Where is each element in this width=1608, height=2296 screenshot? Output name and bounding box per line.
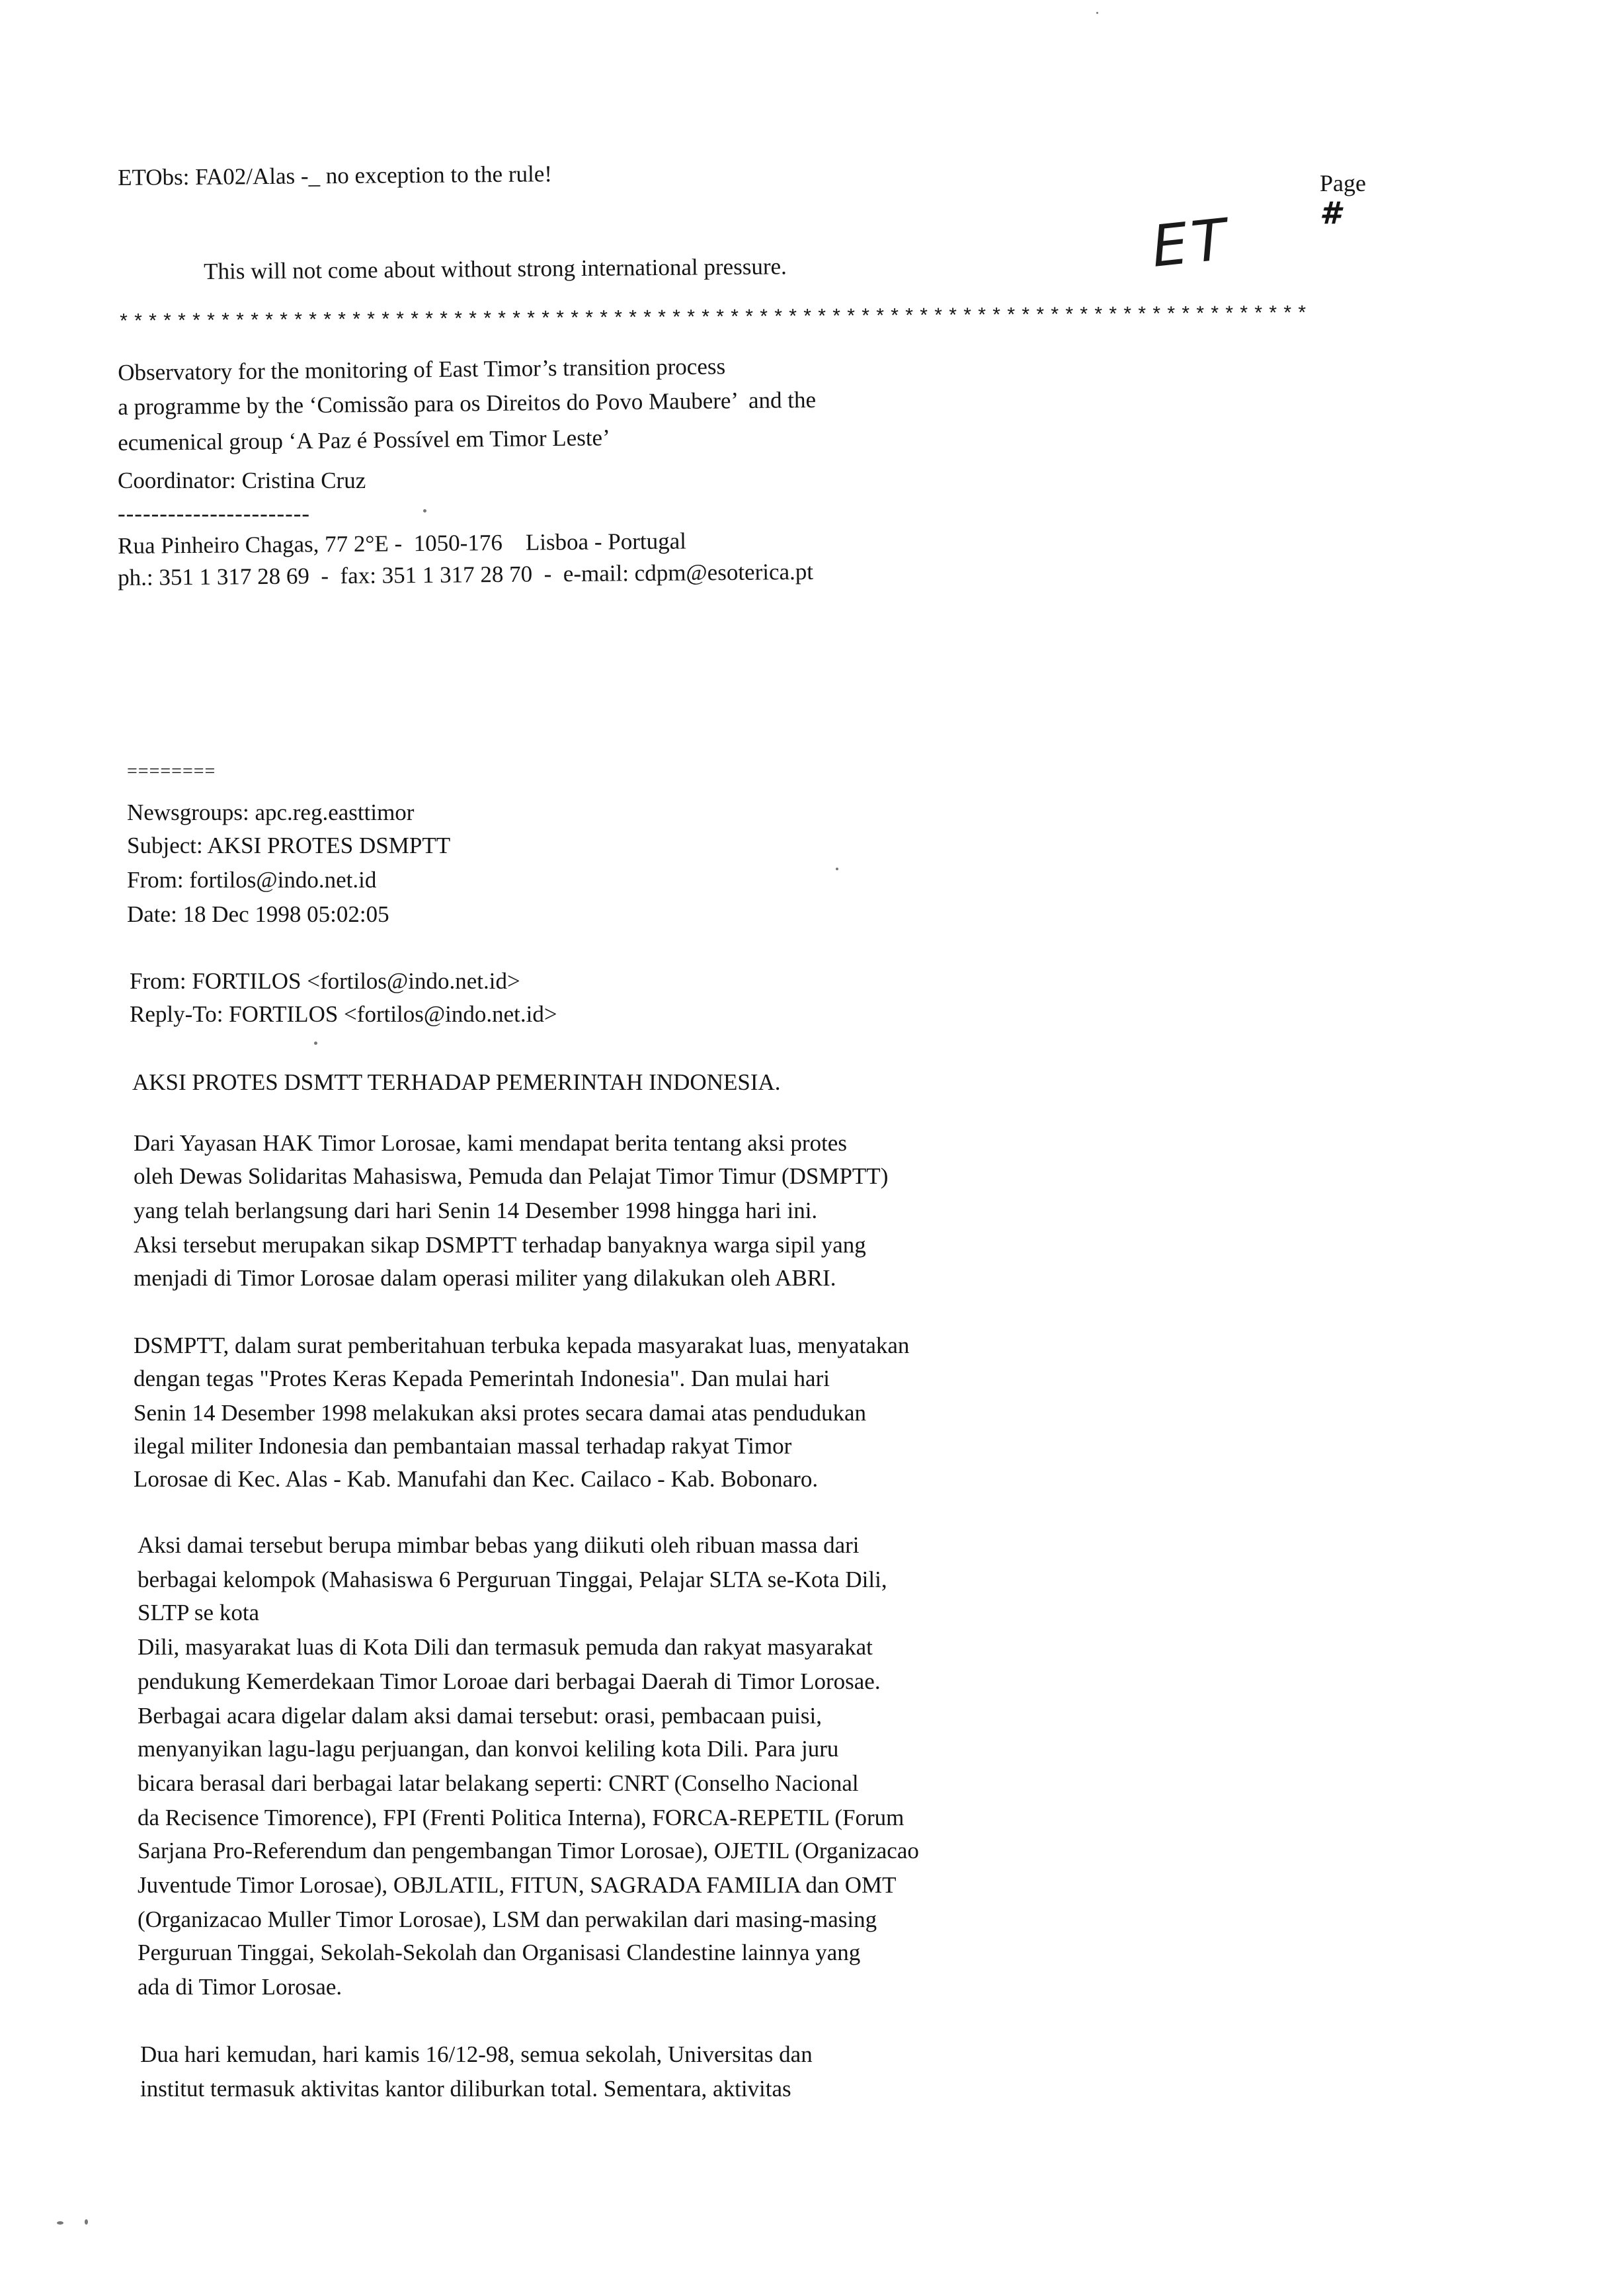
- pressure-statement: This will not come about without strong international pressure.: [203, 253, 787, 284]
- page-label: [1296, 144, 1366, 256]
- observatory-line-2: a programme by the ‘Comissão para os Direitos do Povo Maubere’ and the: [117, 386, 817, 420]
- paragraph-1-line-3: yang telah berlangsung dari hari Senin 14 Desember 1998 hingga hari ini.: [134, 1198, 818, 1223]
- star-separator: **********************************************************************************: [118, 304, 1311, 335]
- observatory-line-3: ecumenical group ‘A Paz é Possível em Timor Leste’: [117, 425, 610, 456]
- page-number-mark: #: [1320, 195, 1342, 231]
- paragraph-3-line-2: berbagai kelompok (Mahasiswa 6 Perguruan Tinggai, Pelajar SLTA se-Kota Dili,: [138, 1567, 887, 1592]
- paragraph-2-line-3: Senin 14 Desember 1998 melakukan aksi protes secara damai atas pendudukan: [134, 1400, 866, 1426]
- paragraph-4-line-1: Dua hari kemudan, hari kamis 16/12-98, semua sekolah, Universitas dan: [140, 2041, 813, 2067]
- paragraph-3-line-1: Aksi damai tersebut berupa mimbar bebas yang diikuti oleh ribuan massa dari: [138, 1532, 860, 1558]
- paragraph-1-line-4: Aksi tersebut merupakan sikap DSMPTT terhadap banyaknya warga sipil yang: [134, 1232, 866, 1258]
- paragraph-1-line-1: Dari Yayasan HAK Timor Lorosae, kami mendapat berita tentang aksi protes: [134, 1130, 847, 1156]
- document-title: ETObs: FA02/Alas -_ no exception to the rule!: [117, 161, 553, 190]
- paragraph-2-line-4: ilegal militer Indonesia dan pembantaian massal terhadap rakyat Timor: [134, 1433, 792, 1459]
- paragraph-2-line-1: DSMPTT, dalam surat pemberitahuan terbuka kepada masyarakat luas, menyatakan: [134, 1332, 910, 1358]
- paragraph-3-line-11: Juventude Timor Lorosae), OBJLATIL, FITUN, SAGRADA FAMILIA dan OMT: [138, 1872, 897, 1898]
- dash-separator: -----------------------: [118, 501, 311, 526]
- email-headline: AKSI PROTES DSMTT TERHADAP PEMERINTAH INDONESIA.: [132, 1069, 781, 1095]
- paragraph-3-line-12: (Organizacao Muller Timor Lorosae), LSM dan perwakilan dari masing-masing: [138, 1906, 877, 1932]
- address-line: Rua Pinheiro Chagas, 77 2°E - 1050-176 Lisboa - Portugal: [117, 528, 687, 559]
- paragraph-3-line-6: Berbagai acara digelar dalam aksi damai tersebut: orasi, pembacaan puisi,: [138, 1703, 822, 1729]
- email-header-subject: Subject: AKSI PROTES DSMPTT: [127, 833, 451, 858]
- paragraph-4-line-2: institut termasuk aktivitas kantor diliburkan total. Sementara, aktivitas: [140, 2076, 791, 2102]
- email-header-from: From: fortilos@indo.net.id: [127, 867, 377, 893]
- email-header-date: Date: 18 Dec 1998 05:02:05: [127, 901, 389, 927]
- paragraph-3-line-3: SLTP se kota: [138, 1600, 260, 1625]
- paragraph-3-line-9: da Recisence Timorence), FPI (Frenti Politica Interna), FORCA-REPETIL (Forum: [138, 1805, 904, 1830]
- paragraph-1-line-5: menjadi di Timor Lorosae dalam operasi militer yang dilakukan oleh ABRI.: [134, 1265, 836, 1291]
- paragraph-2-line-2: dengan tegas "Protes Keras Kepada Pemerintah Indonesia". Dan mulai hari: [134, 1366, 830, 1391]
- paragraph-3-line-5: pendukung Kemerdekaan Timor Loroae dari berbagai Daerah di Timor Lorosae.: [138, 1668, 881, 1694]
- paragraph-3-line-7: menyanyikan lagu-lagu perjuangan, dan konvoi keliling kota Dili. Para juru: [138, 1736, 839, 1762]
- coordinator-line: Coordinator: Cristina Cruz: [118, 468, 366, 493]
- scan-speck: [836, 868, 838, 870]
- email-header-newsgroups: Newsgroups: apc.reg.easttimor: [127, 800, 415, 825]
- paragraph-3-line-8: bicara berasal dari berbagai latar belakang seperti: CNRT (Conselho Nacional: [138, 1770, 859, 1796]
- page-label-text: Page: [1320, 169, 1366, 196]
- observatory-line-1: Observatory for the monitoring of East Timor’s transition process: [117, 353, 726, 386]
- handwritten-et-mark: ET: [1148, 206, 1234, 280]
- scan-speck: [1096, 12, 1098, 14]
- scan-speck: [423, 509, 426, 512]
- email-rule: ========: [127, 761, 216, 782]
- scan-speck: [85, 2219, 88, 2225]
- scan-speck: [57, 2221, 63, 2225]
- scan-speck: [314, 1042, 317, 1045]
- paragraph-3-line-4: Dili, masyarakat luas di Kota Dili dan termasuk pemuda dan rakyat masyarakat: [138, 1634, 873, 1660]
- email-reply-to-line: Reply-To: FORTILOS <fortilos@indo.net.id>: [130, 1001, 557, 1027]
- paragraph-3-line-13: Perguruan Tinggai, Sekolah-Sekolah dan Organisasi Clandestine lainnya yang: [138, 1940, 861, 1965]
- paragraph-2-line-5: Lorosae di Kec. Alas - Kab. Manufahi dan Kec. Cailaco - Kab. Bobonaro.: [134, 1466, 819, 1492]
- contact-line: ph.: 351 1 317 28 69 - fax: 351 1 317 28 70 - e-mail: cdpm@esoterica.pt: [117, 558, 814, 591]
- email-from-line: From: FORTILOS <fortilos@indo.net.id>: [130, 968, 520, 994]
- paragraph-3-line-10: Sarjana Pro-Referendum dan pengembangan Timor Lorosae), OJETIL (Organizacao: [138, 1838, 919, 1864]
- paragraph-1-line-2: oleh Dewas Solidaritas Mahasiswa, Pemuda dan Pelajat Timor Timur (DSMPTT): [134, 1163, 889, 1189]
- paragraph-3-line-14: ada di Timor Lorosae.: [138, 1974, 342, 2000]
